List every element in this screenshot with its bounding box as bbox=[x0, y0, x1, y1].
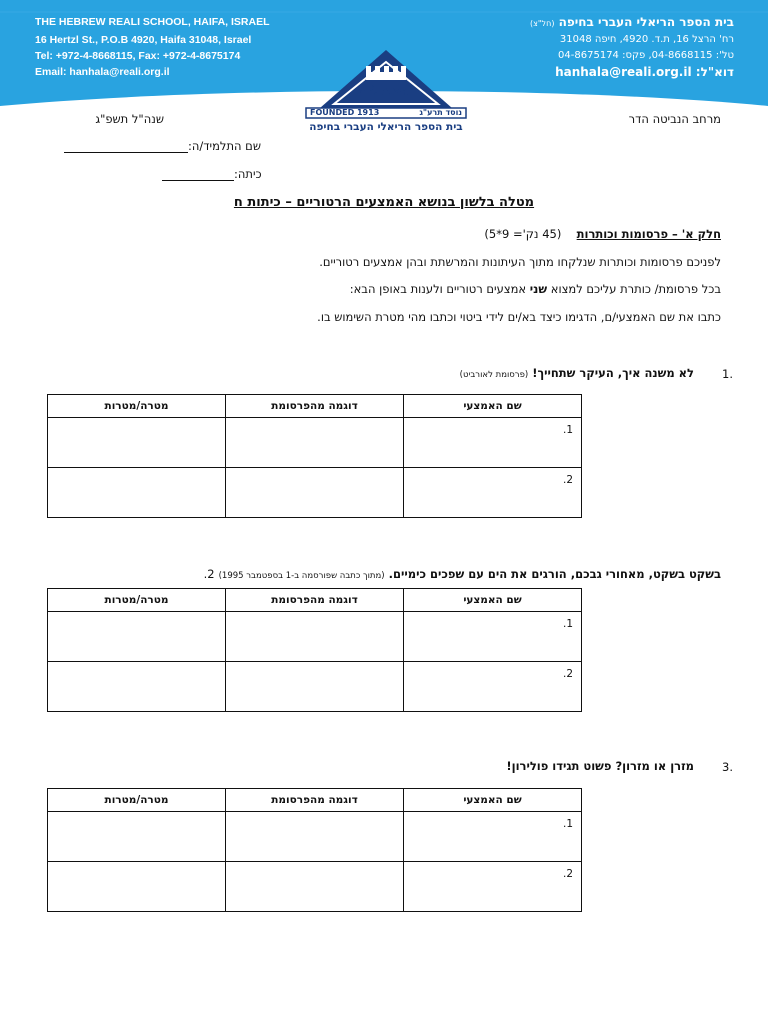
logo-school-name: בית הספר הריאלי העברי בחיפה bbox=[309, 121, 463, 133]
email-he-label: דוא"ל: bbox=[695, 65, 734, 79]
question-3-title bbox=[506, 759, 694, 773]
answer-cell-example[interactable] bbox=[226, 862, 404, 912]
school-name-he bbox=[530, 15, 734, 29]
logo-founded-en: FOUNDED 1913 bbox=[310, 108, 380, 117]
answer-table-2 bbox=[47, 588, 582, 712]
question-1-number: 1. bbox=[722, 367, 733, 381]
logo-motto: והצנע לכת bbox=[359, 84, 409, 98]
address-en: 16 Hertzl St., P.O.B 4920, Haifa 31048, Israel bbox=[35, 34, 252, 46]
answer-table-1 bbox=[47, 394, 582, 518]
answer-cell-device[interactable]: 2. bbox=[404, 662, 582, 712]
instruction-2-end: אמצעים רטוריים ולענות באופן הבא: bbox=[349, 282, 527, 296]
question-1-title bbox=[460, 366, 694, 380]
table-row bbox=[48, 662, 582, 712]
class-row bbox=[162, 167, 262, 181]
question-3-text: מזרן או מזרון? פשוט תגידו פולירון! bbox=[506, 759, 694, 773]
answer-cell-purpose[interactable] bbox=[48, 812, 226, 862]
instruction-2-emphasis: שני bbox=[529, 282, 548, 296]
answer-cell-device[interactable]: 1. bbox=[404, 612, 582, 662]
question-2-text: בשקט בשקט, מאחורי גבכם, הורגים את הים עם שפכים כימיים. bbox=[388, 567, 721, 581]
table-row bbox=[48, 812, 582, 862]
answer-cell-example[interactable] bbox=[226, 612, 404, 662]
phone-he: טל': 04-8668115, פקס: 04-8675174 bbox=[558, 50, 734, 61]
answer-table-3 bbox=[47, 788, 582, 912]
school-name-he-suffix: (חל"צ) bbox=[530, 19, 555, 28]
answer-cell-purpose[interactable] bbox=[48, 662, 226, 712]
part-a-points: (45 נק'= 9*5) bbox=[484, 227, 562, 241]
answer-cell-device[interactable]: 2. bbox=[404, 468, 582, 518]
instruction-1: לפניכם פרסומות וכותרות שנלקחו מתוך העיתונות והמרשתת ובהן אמצעים רטוריים. bbox=[319, 255, 721, 269]
answer-cell-device[interactable]: 1. bbox=[404, 812, 582, 862]
header-purpose: מטרה/מטרות bbox=[48, 789, 226, 812]
header-device-name: שם האמצעי bbox=[404, 395, 582, 418]
answer-cell-example[interactable] bbox=[226, 418, 404, 468]
question-2-title bbox=[204, 567, 721, 581]
school-name-en: THE HEBREW REALI SCHOOL, HAIFA, ISRAEL bbox=[35, 16, 270, 28]
answer-cell-purpose[interactable] bbox=[48, 862, 226, 912]
email-en: Email: hanhala@reali.org.il bbox=[35, 66, 170, 78]
header-purpose: מטרה/מטרות bbox=[48, 589, 226, 612]
question-2-number: 2. bbox=[203, 567, 215, 581]
answer-cell-example[interactable] bbox=[226, 662, 404, 712]
header-purpose: מטרה/מטרות bbox=[48, 395, 226, 418]
class-blank[interactable] bbox=[162, 168, 234, 181]
logo-founded-he: נוסד תרע"ג bbox=[419, 108, 462, 117]
answer-cell-device[interactable]: 2. bbox=[404, 862, 582, 912]
school-year: שנה"ל תשפ"ג bbox=[95, 112, 164, 126]
question-1-text: לא משנה איך, העיקר שתחייך! bbox=[532, 366, 694, 380]
question-3-number: 3. bbox=[722, 760, 733, 774]
email-he bbox=[555, 65, 734, 79]
table-row bbox=[48, 468, 582, 518]
address-he: רח' הרצל 16, ת.ד. 4920, חיפה 31048 bbox=[559, 34, 734, 45]
campus-label: מרחב הנביטה הדר bbox=[628, 112, 721, 126]
school-name-he-text: בית הספר הריאלי העברי בחיפה bbox=[558, 15, 734, 29]
instruction-3: כתבו את שם האמצעי/ם, הדגימו כיצד בא/ים לידי ביטוי וכתבו מהי מטרת השימוש בו. bbox=[317, 310, 721, 324]
table-row bbox=[48, 612, 582, 662]
student-name-blank[interactable] bbox=[64, 140, 188, 153]
student-name-row bbox=[64, 139, 261, 153]
header-example: דוגמה מהפרסומת bbox=[226, 395, 404, 418]
student-name-label: שם התלמיד/ה: bbox=[188, 139, 261, 153]
email-he-value: hanhala@reali.org.il bbox=[555, 65, 692, 79]
answer-cell-example[interactable] bbox=[226, 812, 404, 862]
answer-cell-purpose[interactable] bbox=[48, 612, 226, 662]
question-1-source: (פרסומת לאורביט) bbox=[459, 370, 529, 380]
header-device-name: שם האמצעי bbox=[404, 589, 582, 612]
answer-cell-purpose[interactable] bbox=[48, 468, 226, 518]
assignment-title: מטלה בלשון בנושא האמצעים הרטוריים – כיתות ח bbox=[233, 195, 535, 210]
answer-cell-purpose[interactable] bbox=[48, 418, 226, 468]
instruction-2 bbox=[350, 282, 721, 296]
header-device-name: שם האמצעי bbox=[404, 789, 582, 812]
instruction-2-start: בכל פרסומת/ כותרת עליכם למצוא bbox=[550, 282, 721, 296]
part-a-label: חלק א' – פרסומות וכותרות bbox=[576, 227, 721, 241]
part-a-heading bbox=[484, 227, 721, 241]
table-row bbox=[48, 862, 582, 912]
table-row bbox=[48, 418, 582, 468]
answer-cell-example[interactable] bbox=[226, 468, 404, 518]
answer-cell-device[interactable]: 1. bbox=[404, 418, 582, 468]
header-example: דוגמה מהפרסומת bbox=[226, 589, 404, 612]
logo-founded bbox=[306, 108, 466, 120]
phone-en: Tel: +972-4-8668115, Fax: +972-4-8675174 bbox=[35, 50, 241, 62]
class-label: כיתה: bbox=[234, 167, 262, 181]
question-2-source: (מתוך כתבה שפורסמה ב-1 בספטמבר 1995) bbox=[218, 571, 385, 581]
header-example: דוגמה מהפרסומת bbox=[226, 789, 404, 812]
